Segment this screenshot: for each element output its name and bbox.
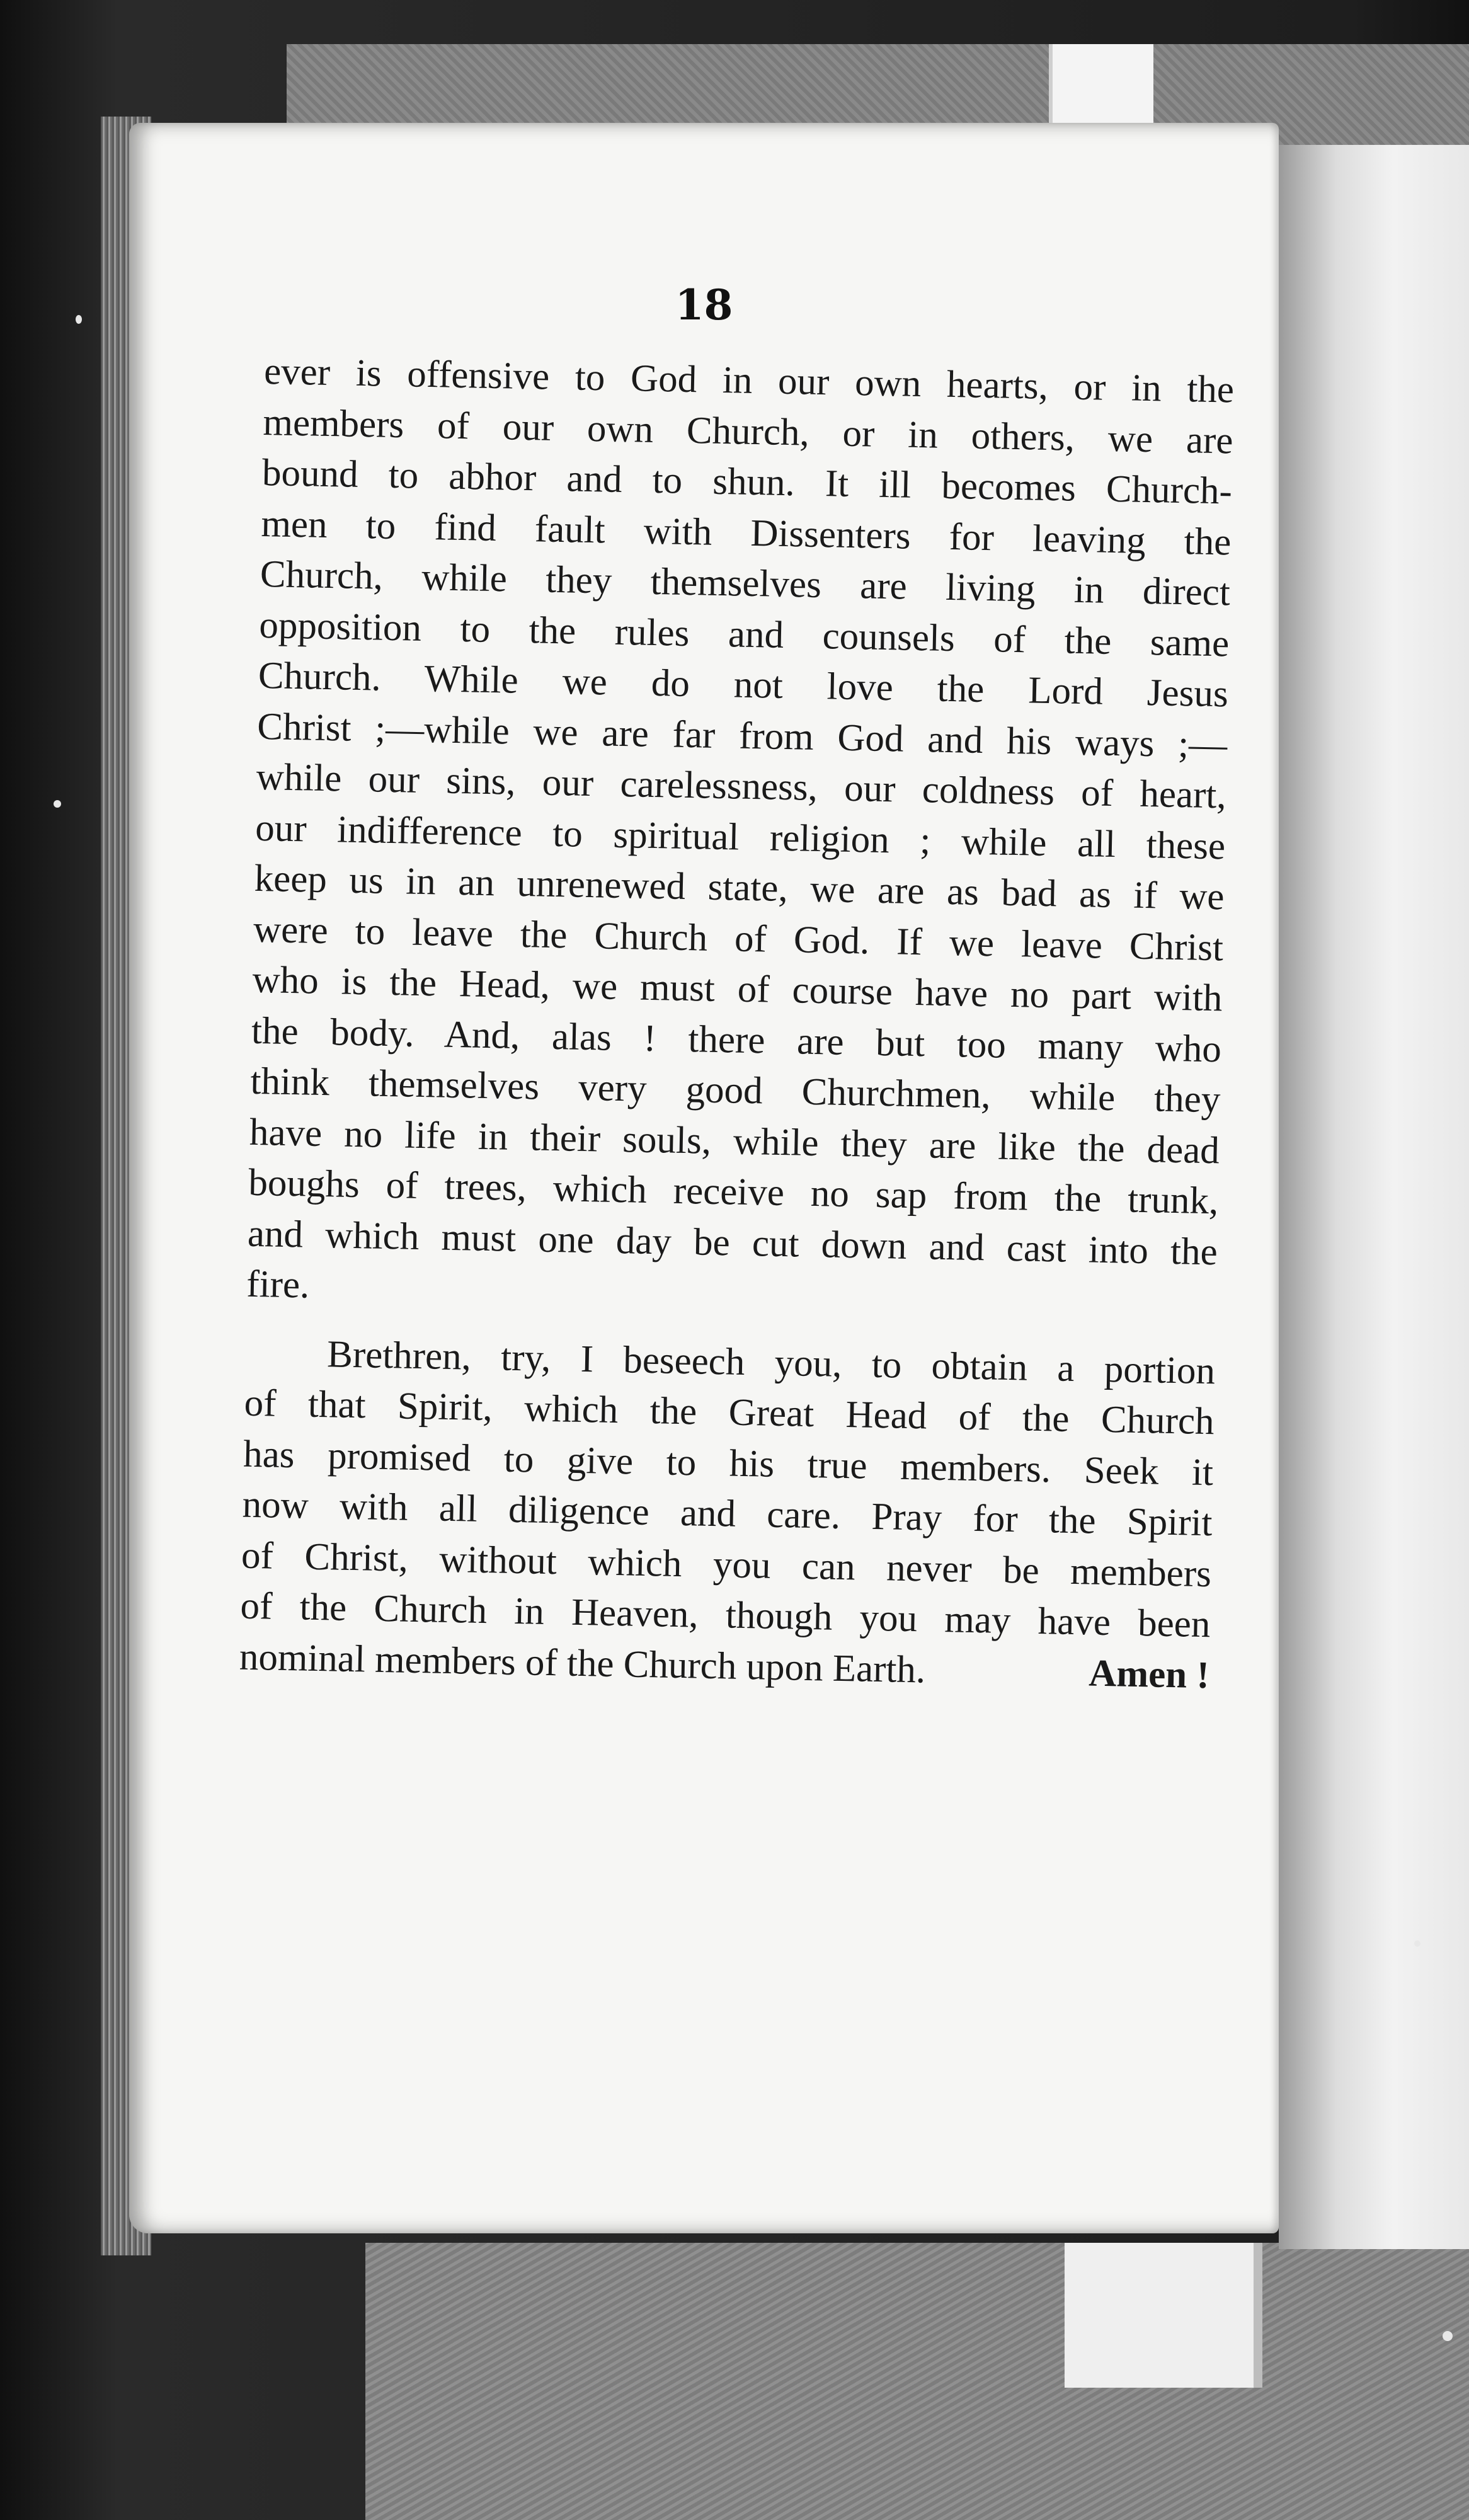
backing-board-bottom: [365, 2243, 1469, 2520]
closing-text: nominal members of the Church upon Earth.: [239, 1635, 926, 1692]
text-line: members of our own Church, or in others, we are: [263, 401, 1234, 462]
amen-text: Amen !: [1088, 1652, 1210, 1697]
text-line: boughs of trees, which receive no sap from the trunk,: [248, 1161, 1219, 1223]
dust-speck: [54, 800, 61, 808]
text-line: men to find fault with Dissenters for leaving the: [260, 502, 1232, 564]
dust-speck: [76, 315, 82, 324]
text-line: while our sins, our carelessness, our coldness of heart,: [256, 755, 1227, 817]
text-line: have no life in their souls, while they are like the dead: [249, 1111, 1220, 1172]
page-number: 18: [675, 280, 733, 329]
text-line: the body. And, alas ! there are but too many who: [251, 1009, 1222, 1070]
book-page: [129, 123, 1279, 2233]
text-line: of Christ, without which you can never be members: [241, 1534, 1212, 1595]
dust-speck: [1443, 2331, 1453, 2341]
text-line: think themselves very good Churchmen, while they: [249, 1060, 1221, 1121]
text-line: bound to abhor and to shun. It ill becomes Church-: [261, 451, 1233, 513]
text-line: of the Church in Heaven, though you may have been: [239, 1584, 1211, 1646]
text-line: Church. While we do not love the Lord Jesus: [258, 654, 1229, 716]
page-body-text: [239, 346, 1234, 1701]
text-line: Brethren, try, I beseech you, to obtain a portion: [326, 1332, 1216, 1392]
text-line: opposition to the rules and counsels of the same: [258, 604, 1230, 665]
text-line: were to leave the Church of God. If we leave Christ: [253, 908, 1224, 969]
text-line: Church, while they themselves are living in direct: [260, 553, 1231, 614]
text-line: our indifference to spiritual religion ; while all these: [254, 806, 1226, 868]
text-line: keep us in an unrenewed state, we are as bad as if we: [254, 857, 1225, 919]
paper-tab-bottom: [1065, 2243, 1262, 2388]
text-line: who is the Head, we must of course have no part with: [252, 958, 1223, 1020]
facing-page-edge: [1279, 145, 1469, 2249]
text-line: of that Spirit, which the Great Head of the Church: [244, 1382, 1215, 1443]
text-line: fire.: [246, 1263, 310, 1307]
text-line: now with all diligence and care. Pray for the Spirit: [242, 1483, 1213, 1545]
text-line: has promised to give to his true members. Seek it: [243, 1433, 1214, 1494]
text-line: ever is offensive to God in our own hearts, or in the: [263, 350, 1235, 411]
dust-speck: [1414, 1940, 1420, 1947]
text-line: Christ ;—while we are far from God and his ways ;—: [256, 705, 1228, 766]
text-line: and which must one day be cut down and cast into the: [247, 1212, 1218, 1273]
